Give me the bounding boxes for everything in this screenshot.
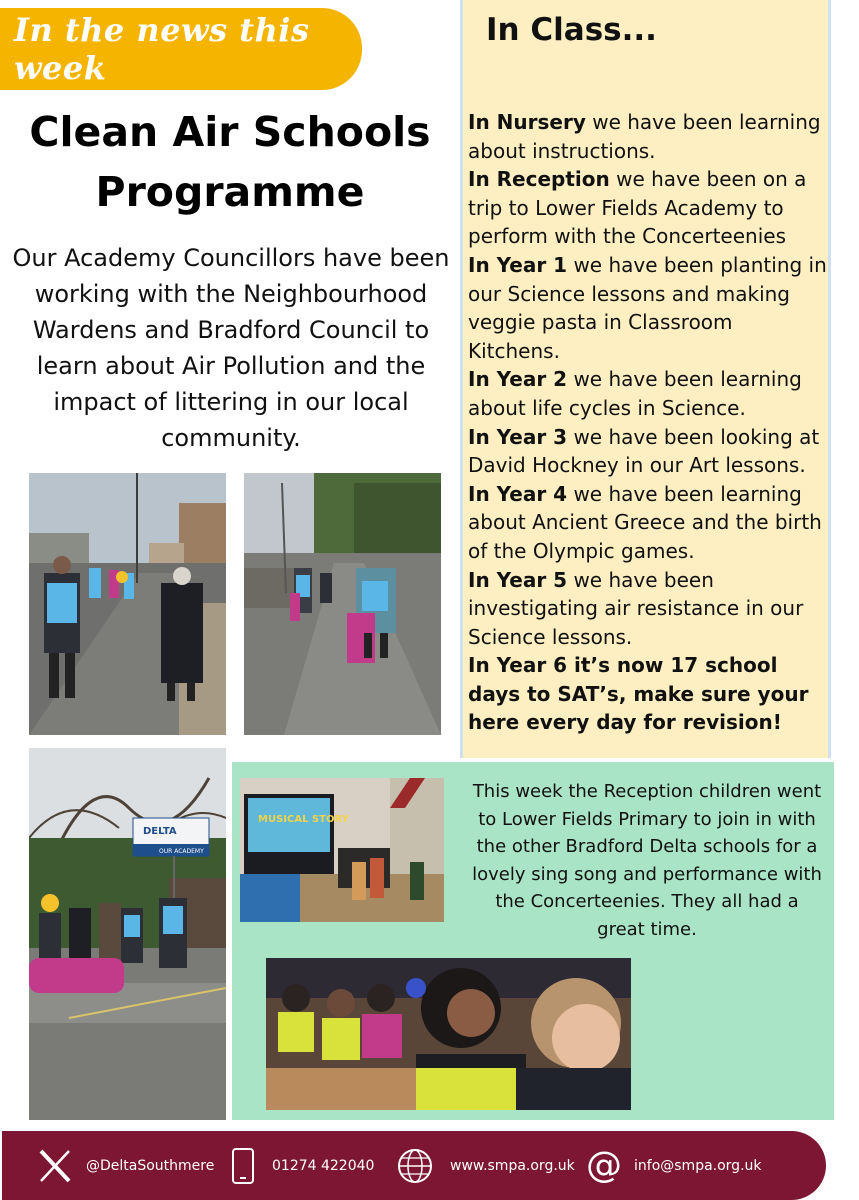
- class-item-year4: [468, 480, 828, 566]
- class-lead: In Nursery: [468, 110, 586, 134]
- class-text: we have been learning about instructions.: [468, 110, 821, 163]
- photo-children-watching: [266, 958, 631, 1110]
- class-item-year1: [468, 251, 828, 365]
- class-text: we have been investigating air resistance in our Science lessons.: [468, 567, 804, 649]
- photo-litter-pick-path: [244, 473, 441, 735]
- footer-email[interactable]: [586, 1145, 762, 1186]
- at-sign-icon: @: [586, 1145, 622, 1186]
- delta-sign-subtext: OUR ACADEMY: [159, 848, 204, 855]
- delta-sign-text: DELTA: [143, 826, 177, 837]
- class-lead: In Year 2: [468, 367, 568, 392]
- class-item-year5: [468, 566, 828, 652]
- class-item-year3: [468, 423, 828, 480]
- screen-text: MUSICAL STORY: [258, 814, 349, 825]
- class-text: we have been planting in our Science lessons and making veggie pasta in Classroom Kitchens.: [468, 252, 827, 363]
- class-text: we have been on a trip to Lower Fields Academy to perform with the Concerteenies: [468, 167, 807, 249]
- class-item-year2: [468, 365, 828, 422]
- article-title: Clean Air Schools Programme: [29, 108, 431, 216]
- class-lead: In Year 1: [468, 252, 568, 277]
- class-year6-text: In Year 6 it’s now 17 school days to SAT’s, make sure your here every day for revision!: [468, 653, 809, 735]
- website-url: www.smpa.org.uk: [450, 1158, 575, 1174]
- twitter-handle: @DeltaSouthmere: [86, 1158, 215, 1174]
- reception-text: This week the Reception children went to Lower Fields Primary to join in with the other Bradford Delta schools for a lovely sing song and performance with the Concerteenies. They all had a great time.: [472, 781, 822, 940]
- class-lead: In Year 3: [468, 424, 568, 449]
- photo-litter-pick-street: [29, 473, 226, 735]
- class-text: we have been looking at David Hockney in our Art lessons.: [468, 424, 820, 478]
- class-text: we have been learning about Ancient Greece and the birth of the Olympic games.: [468, 481, 822, 563]
- news-banner: [0, 8, 362, 90]
- banner-text: In the news this week: [14, 11, 310, 87]
- phone-number: 01274 422040: [272, 1158, 375, 1174]
- footer-website[interactable]: [396, 1148, 575, 1184]
- x-twitter-icon: [36, 1148, 76, 1184]
- footer-phone[interactable]: [230, 1148, 374, 1184]
- class-lead: In Year 5: [468, 567, 568, 592]
- footer-twitter[interactable]: [36, 1148, 214, 1184]
- phone-icon: [230, 1147, 256, 1185]
- article-body: Our Academy Councillors have been working with the Neighbourhood Wardens and Bradford Council to learn about Air Pollution and the impact of littering in our local community.: [12, 244, 450, 452]
- photo-hall-performance: [240, 778, 444, 922]
- email-address: info@smpa.org.uk: [634, 1158, 762, 1174]
- class-item-year6: [468, 651, 828, 737]
- class-lead: In Reception: [468, 167, 610, 192]
- class-item-nursery: [468, 108, 828, 165]
- photo-delta-sign-group: [29, 748, 226, 1120]
- class-lead: In Year 4: [468, 481, 568, 506]
- class-item-reception: [468, 165, 828, 251]
- in-class-list: [468, 108, 828, 737]
- in-class-title: In Class...: [486, 12, 657, 48]
- class-text: we have been learning about life cycles in Science.: [468, 367, 802, 420]
- globe-icon: [396, 1147, 434, 1185]
